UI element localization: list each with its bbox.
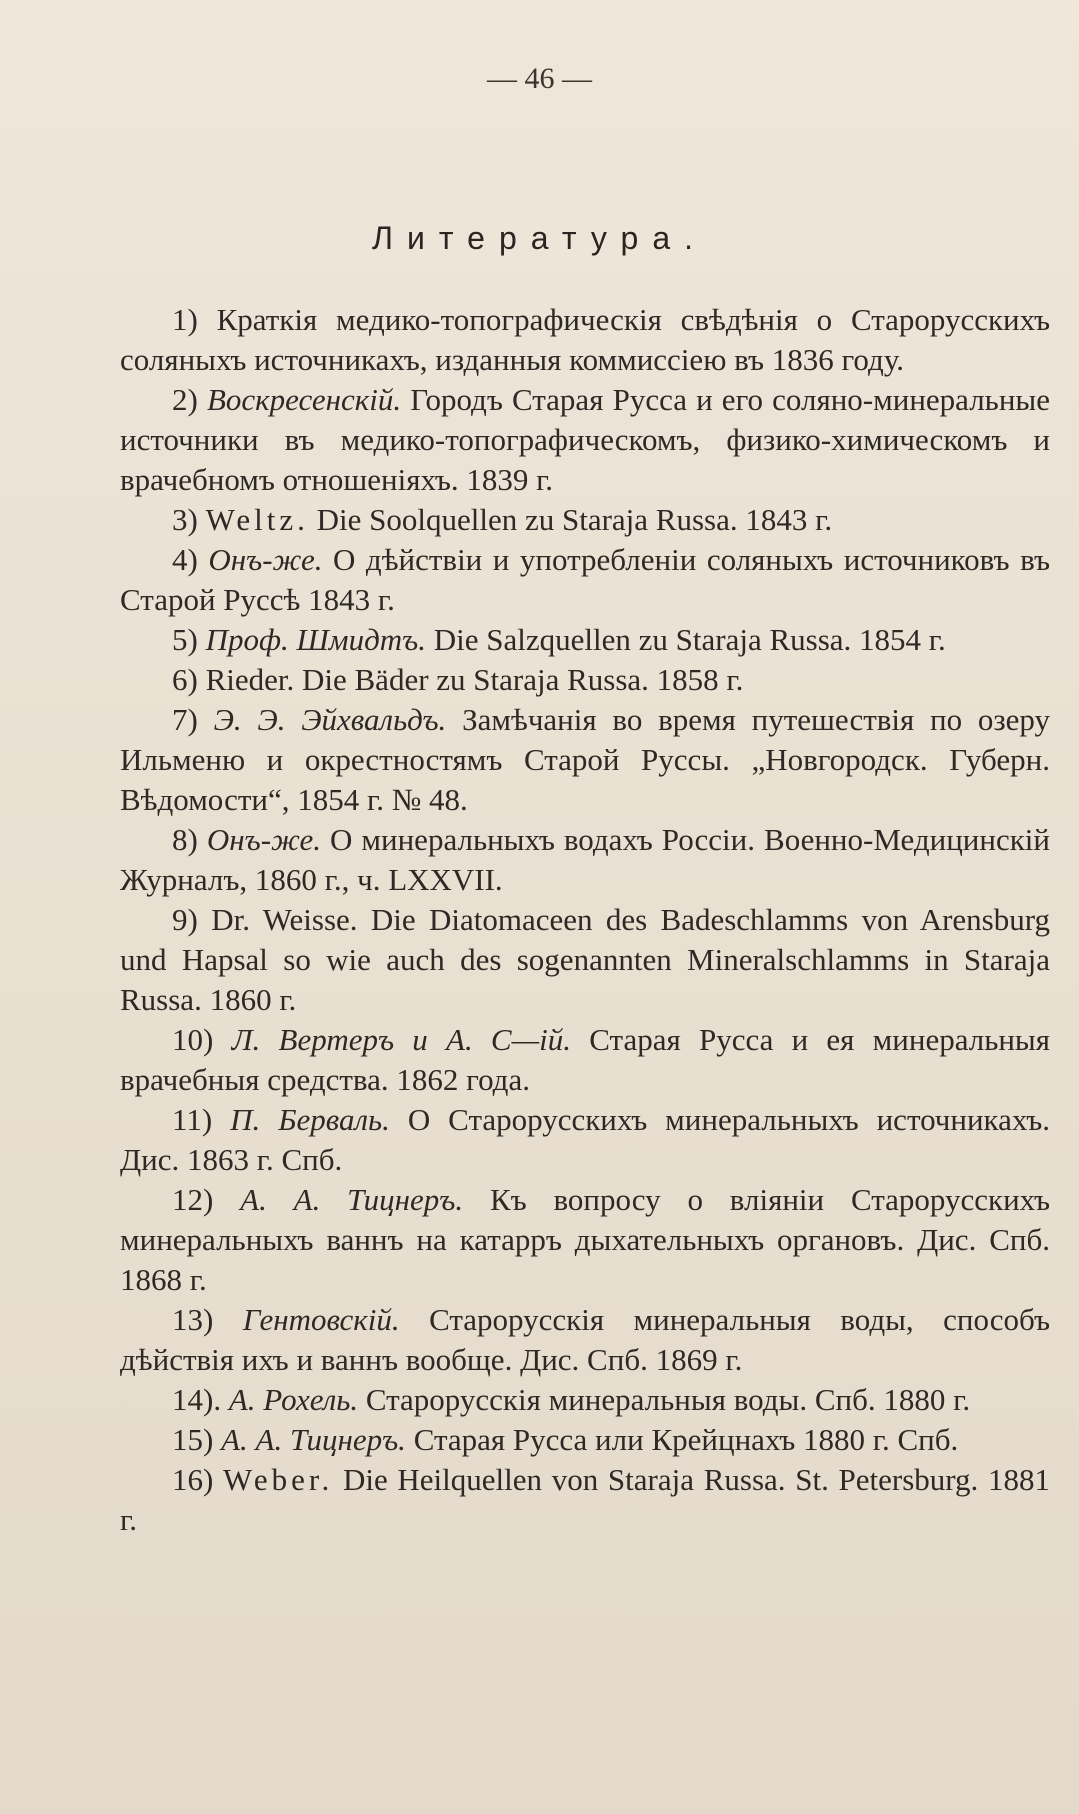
entry-author: А. А. Тицнеръ. <box>240 1182 464 1217</box>
bibliography-list <box>120 300 1050 1540</box>
entry-text: Старорусскія минеральныя воды, способъ дѣйствія ихъ и ваннъ вообще. Дис. Спб. 1869 г. <box>120 1302 1051 1377</box>
bibliography-entry <box>120 540 1050 620</box>
entry-author: Weltz. <box>205 502 309 537</box>
entry-number: 12) <box>172 1182 214 1217</box>
entry-text: Die Diatomaceen des Badeschlamms von Arensburg und Hapsal so wie auch des sogenannten Mineralschlamms in Staraja Russa. 1860 г. <box>120 902 1051 1017</box>
bibliography-entry <box>120 1380 1050 1420</box>
entry-text: Die Heilquellen von Staraja Russa. St. Petersburg. 1881 г. <box>120 1462 1051 1537</box>
bibliography-entry <box>120 660 1050 700</box>
entry-author: А. Рохель. <box>228 1382 359 1417</box>
entry-number: 11) <box>172 1102 213 1137</box>
entry-text: Къ вопросу о вліяніи Старорусскихъ минеральныхъ ваннъ на катарръ дыхательныхъ органовъ. Дис. Спб. 1868 г. <box>120 1182 1051 1297</box>
bibliography-entry <box>120 700 1050 820</box>
entry-author: Э. Э. Эйхвальдъ. <box>213 702 447 737</box>
entry-author: Проф. Шмидтъ. <box>205 622 426 657</box>
entry-number: 16) <box>172 1462 214 1497</box>
entry-author: Rieder. <box>205 662 295 697</box>
entry-text: Die Salzquellen zu Staraja Russa. 1854 г. <box>433 622 946 657</box>
bibliography-entry <box>120 820 1050 900</box>
entry-number: 4) <box>172 542 198 577</box>
entry-author: Онъ-же. <box>206 822 321 857</box>
entry-author: Онъ-же. <box>208 542 323 577</box>
section-heading: Литература. <box>372 220 707 256</box>
bibliography-entry <box>120 1420 1050 1460</box>
entry-text: Die Bäder zu Staraja Russa. 1858 г. <box>302 662 744 697</box>
entry-author: Weber. <box>223 1462 334 1497</box>
bibliography-entry <box>120 900 1050 1020</box>
entry-text: Замѣчанія во время путешествія по озеру Ильменю и окрестностямъ Старой Руссы. „Новгородск. Губерн. Вѣдомости“, 1854 г. № 48. <box>120 702 1050 817</box>
bibliography-entry <box>120 1100 1050 1180</box>
bibliography-entry <box>120 300 1050 380</box>
bibliography-entry <box>120 500 1050 540</box>
entry-number: 6) <box>172 662 198 697</box>
entry-number: 5) <box>172 622 198 657</box>
entry-author: Гентовскій. <box>242 1302 400 1337</box>
entry-text: Городъ Старая Русса и его соляно-минеральные источники въ медико-топографическомъ, физико-химическомъ и врачебномъ отношеніяхъ. 1839 г. <box>120 382 1050 497</box>
entry-author: Л. Вертеръ и А. С—ій. <box>231 1022 572 1057</box>
bibliography-entry <box>120 1020 1050 1100</box>
entry-text: О дѣйствіи и употребленіи соляныхъ источниковъ въ Старой Руссѣ 1843 г. <box>120 542 1050 617</box>
bibliography-entry <box>120 1300 1050 1380</box>
page-number: — 46 — <box>487 62 592 95</box>
bibliography-entry <box>120 1180 1050 1300</box>
entry-number: 14). <box>172 1382 222 1417</box>
entry-text: Старорусскія минеральныя воды. Спб. 1880 г. <box>365 1382 971 1417</box>
entry-number: 3) <box>172 502 198 537</box>
entry-text: О Старорусскихъ минеральныхъ источникахъ. Дис. 1863 г. Спб. <box>120 1102 1050 1177</box>
entry-text: Старая Русса и ея минеральныя врачебныя средства. 1862 года. <box>120 1022 1051 1097</box>
entry-author: Dr. Weisse. <box>211 902 358 937</box>
entry-text: Die Soolquellen zu Staraja Russa. 1843 г. <box>316 502 833 537</box>
entry-number: 8) <box>172 822 198 857</box>
entry-text: О минеральныхъ водахъ Россіи. Военно-Медицинскій Журналъ, 1860 г., ч. LXXVII. <box>120 822 1050 897</box>
entry-author: Воскресенскій. <box>206 382 402 417</box>
entry-number: 7) <box>172 702 198 737</box>
entry-author: П. Берваль. <box>230 1102 390 1137</box>
entry-number: 9) <box>172 902 198 937</box>
bibliography-entry <box>120 620 1050 660</box>
entry-number: 10) <box>172 1022 214 1057</box>
entry-number: 2) <box>172 382 198 417</box>
entry-number: 15) <box>172 1422 214 1457</box>
bibliography-entry <box>120 380 1050 500</box>
entry-number: 13) <box>172 1302 214 1337</box>
entry-text: Старая Русса или Крейцнахъ 1880 г. Спб. <box>413 1422 959 1457</box>
entry-author: А. А. Тицнеръ. <box>221 1422 406 1457</box>
entry-number: 1) <box>172 302 198 337</box>
bibliography-entry <box>120 1460 1050 1540</box>
entry-text: Краткія медико-топографическія свѣдѣнія о Старорусскихъ соляныхъ источникахъ, изданныя коммиссіею въ 1836 году. <box>120 302 1051 377</box>
